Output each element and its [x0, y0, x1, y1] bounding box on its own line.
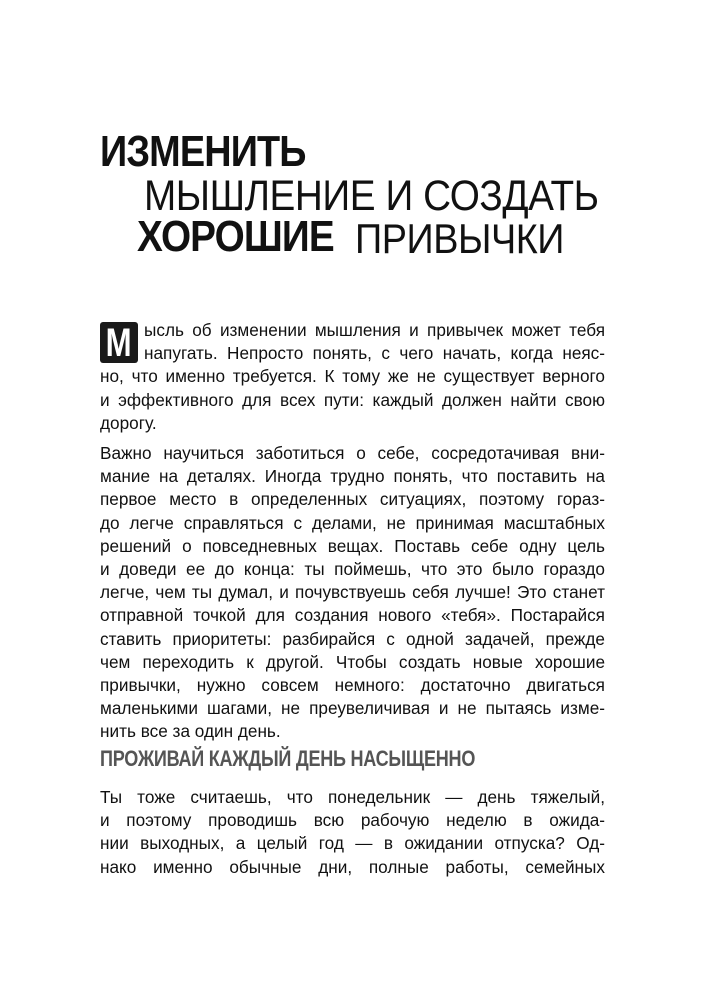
- section-heading: ПРОЖИВАЙ КАЖДЫЙ ДЕНЬ НАСЫЩЕННО: [100, 746, 476, 771]
- paragraph-line: нии выходных, а целый год — в ожидании отпуска? Од-: [100, 833, 605, 854]
- paragraph-line: Ты тоже считаешь, что понедельник — день тяжелый,: [100, 787, 605, 807]
- paragraph-line: ысль об изменении мышления и привычек может тебя: [144, 320, 605, 340]
- paragraph-line: до легче справляться с делами, не принимая масштабных: [100, 512, 605, 533]
- paragraph-line: дорогу.: [100, 412, 157, 433]
- paragraph-line: Важно научиться заботиться о себе, сосредотачивая вни-: [100, 443, 605, 463]
- section-paragraph: [100, 786, 605, 879]
- chapter-title-line-1: ИЗМЕНИТЬ: [100, 127, 306, 176]
- chapter-title-line-3-light: ПРИВЫЧКИ: [355, 215, 565, 262]
- paragraph-line: ставить приоритеты: разбирайся с одной задачей, прежде: [100, 628, 605, 649]
- body-paragraph: [100, 442, 605, 744]
- chapter-title-line-2: МЫШЛЕНИЕ И СОЗДАТЬ: [144, 172, 599, 220]
- intro-paragraph: [100, 319, 605, 435]
- paragraph-line: маленькими шагами, не преувеличивая и не пытаясь изме-: [100, 698, 605, 719]
- paragraph-line: нить все за один день.: [100, 721, 281, 742]
- paragraph-line: легче, чем ты думал, и почувствуешь себя лучше! Это станет: [100, 582, 605, 603]
- paragraph-line: привычки, нужно совсем немного: достаточно двигаться: [100, 675, 605, 696]
- chapter-title-line-3-bold: ХОРОШИЕ: [137, 212, 334, 261]
- drop-cap-letter: М: [105, 322, 132, 363]
- paragraph-line: отправной точкой для создания нового «тебя». Постарайся: [100, 605, 605, 626]
- paragraph-line: решений о повседневных вещах. Поставь себе одну цель: [100, 535, 605, 556]
- paragraph-line: первое место в определенных ситуациях, поэтому горaз-: [100, 489, 605, 510]
- paragraph-line: мание на деталях. Иногда трудно понять, что поставить на: [100, 466, 605, 487]
- paragraph-line: и поэтому проводишь всю рабочую неделю в ожида-: [100, 810, 605, 831]
- paragraph-line: и доведи ее до конца: ты поймешь, что это было гораздо: [100, 559, 605, 580]
- paragraph-line: и эффективного для всех пути: каждый должен найти свою: [100, 389, 605, 410]
- paragraph-line: чем переходить к другой. Чтобы создать новые хорошие: [100, 651, 605, 672]
- paragraph-line: но, что именно требуется. К тому же не существует верного: [100, 366, 605, 387]
- paragraph-line: нако именно обычные дни, полные работы, семейных: [100, 856, 605, 877]
- drop-cap: [100, 322, 138, 363]
- paragraph-line: напугать. Непросто понять, с чего начать, когда неяс-: [144, 343, 605, 364]
